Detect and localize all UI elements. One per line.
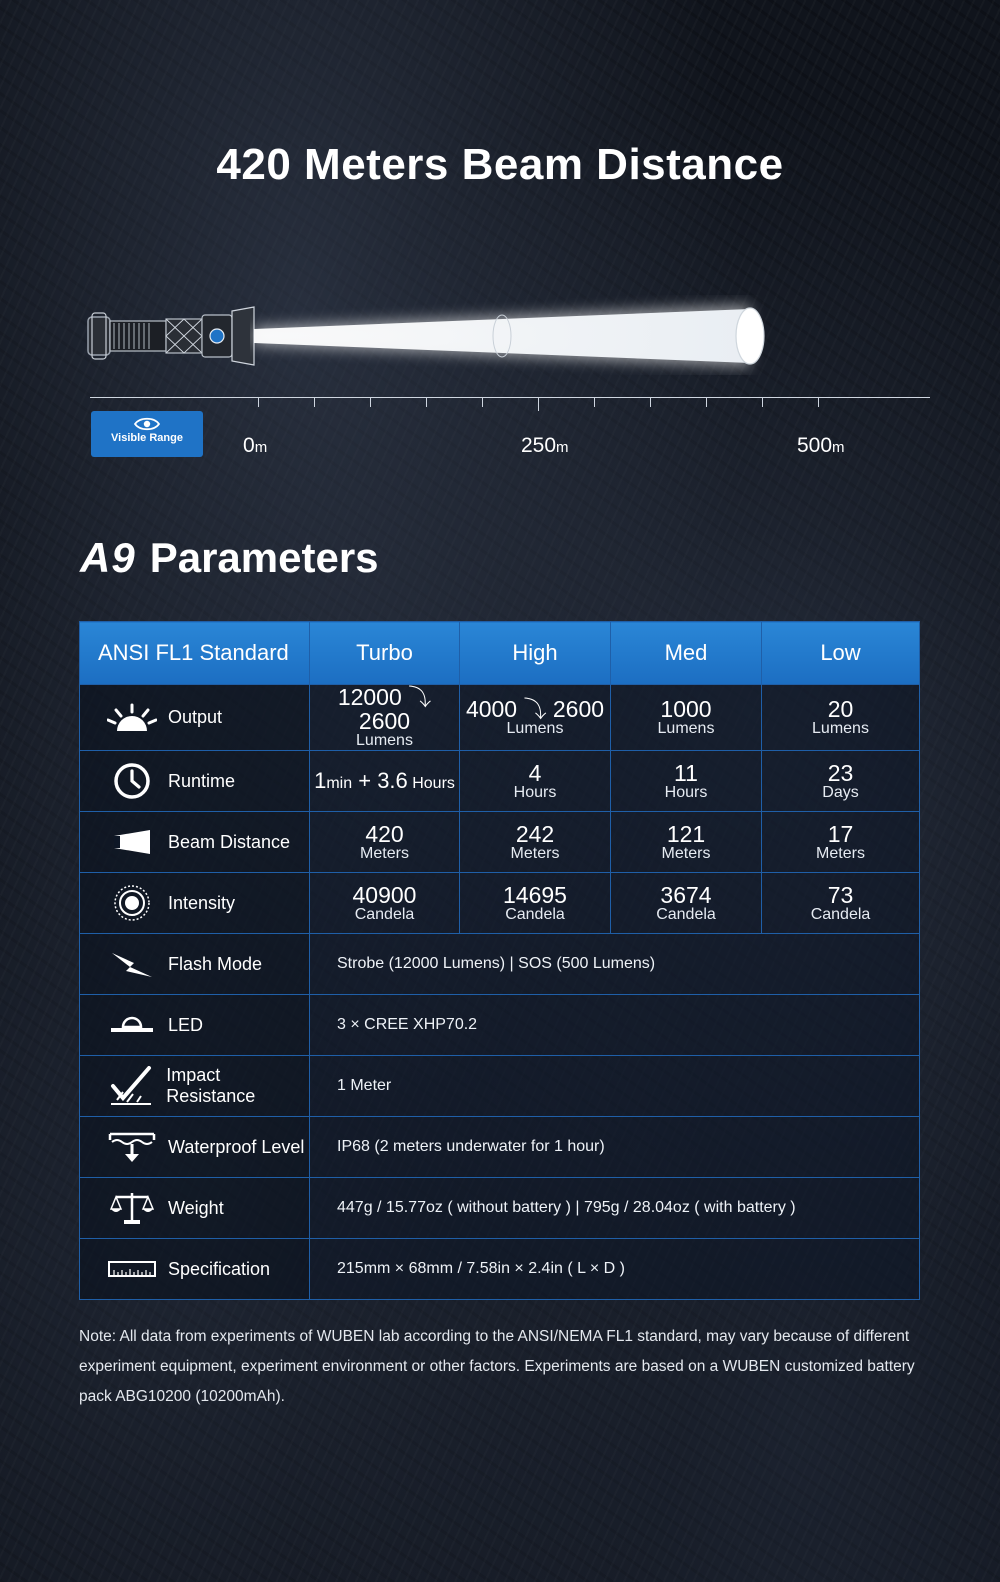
cell-unit: Lumens — [356, 732, 413, 750]
runtime-b: 3.6 — [377, 768, 408, 794]
row-label: LED — [168, 1014, 204, 1035]
cell-value: 420 — [365, 820, 404, 847]
light-beam — [250, 295, 780, 375]
table-row-runtime — [80, 751, 920, 812]
ruler-tick — [426, 397, 427, 407]
cell-low — [762, 812, 920, 873]
flash-icon — [107, 949, 157, 979]
row-label: Output — [168, 707, 223, 728]
table-row-waterproof-level — [80, 1117, 920, 1178]
cell-value: 23 — [827, 759, 854, 786]
header-standard: ANSI FL1 Standard — [80, 622, 310, 685]
row-label: Beam Distance — [168, 831, 291, 852]
impact-value: 1 Meter — [310, 1056, 920, 1117]
impact-icon — [107, 1066, 155, 1106]
distance-ruler — [90, 397, 930, 411]
cell-value: 242 — [515, 820, 555, 847]
cell-unit: Candela — [354, 905, 415, 923]
row-label-cell — [80, 812, 310, 873]
ruler-tick — [706, 397, 707, 407]
row-label: Intensity — [168, 892, 236, 913]
runtime-plus: + — [352, 768, 378, 794]
cell-high — [460, 812, 611, 873]
cell-high — [460, 685, 611, 751]
cell-value: 40900 — [352, 881, 417, 908]
ruler-line — [90, 397, 930, 398]
flashlight-illustration — [86, 305, 258, 367]
row-label-cell — [80, 751, 310, 812]
table-row-beam-distance — [80, 812, 920, 873]
cell-value: 12000 ⤵ 2600 — [337, 684, 432, 735]
cell-value: 14695 — [503, 881, 567, 908]
header-high: High — [460, 622, 611, 685]
cell-value: 3674 — [660, 881, 712, 908]
row-label-cell — [80, 1056, 310, 1117]
weight-value: 447g / 15.77oz ( without battery ) | 795g / 28.04oz ( with battery ) — [310, 1178, 920, 1239]
eye-icon — [134, 417, 160, 431]
cell-unit: Candela — [810, 905, 871, 923]
row-label: Weight — [168, 1197, 224, 1218]
cell-turbo — [310, 812, 460, 873]
cell-unit: Candela — [505, 905, 565, 923]
led-icon — [107, 1015, 157, 1035]
cell-value: 121 — [666, 820, 706, 847]
specification-value: 215mm × 68mm / 7.58in × 2.4in ( L × D ) — [310, 1239, 920, 1300]
ruler-tick — [594, 397, 595, 407]
beam-icon — [107, 828, 157, 856]
cell-unit: Meters — [816, 844, 865, 862]
table-row-flash-mode — [80, 934, 920, 995]
section-title — [80, 534, 379, 582]
cell-med — [611, 685, 762, 751]
cell-value: 11 — [674, 759, 698, 786]
cell-low — [762, 873, 920, 934]
cell-turbo — [310, 873, 460, 934]
cell-med — [611, 751, 762, 812]
ruler-icon — [107, 1260, 157, 1278]
cell-med — [611, 873, 762, 934]
visible-range-label: Visible Range — [111, 432, 183, 444]
scale-unit: m — [556, 439, 569, 456]
cell-high — [460, 873, 611, 934]
cell-unit: Lumens — [657, 720, 715, 738]
cell-med — [611, 812, 762, 873]
table-row-impact-resistance — [80, 1056, 920, 1117]
table-row-specification — [80, 1239, 920, 1300]
row-label: Flash Mode — [168, 953, 263, 974]
scale-label-0 — [243, 434, 267, 458]
scale-value: 500 — [797, 434, 833, 457]
cell-unit: Candela — [656, 905, 716, 923]
sun-icon — [107, 703, 157, 733]
cell-value: 4000 ⤵ 2600 — [465, 696, 605, 723]
row-label: Impact Resistance — [166, 1065, 256, 1107]
cell-value: 73 — [827, 881, 854, 908]
runtime-a-unit: min — [326, 775, 353, 793]
intensity-icon — [107, 883, 157, 923]
table-header-row — [80, 622, 920, 685]
row-label-cell — [80, 1239, 310, 1300]
led-value: 3 × CREE XHP70.2 — [310, 995, 920, 1056]
scale-label-500 — [797, 434, 845, 458]
cell-unit: Days — [822, 783, 859, 801]
row-label: Specification — [168, 1258, 271, 1279]
ruler-tick — [650, 397, 651, 407]
cell-unit: Lumens — [812, 720, 869, 738]
runtime-b-unit: Hours — [407, 775, 455, 793]
scale-value: 0 — [243, 434, 255, 457]
ruler-tick — [258, 397, 259, 407]
flash-mode-value: Strobe (12000 Lumens) | SOS (500 Lumens) — [310, 934, 920, 995]
cell-unit: Lumens — [506, 720, 564, 738]
cell-turbo — [310, 685, 460, 751]
scale-unit: m — [254, 439, 268, 456]
visible-range-badge — [91, 411, 203, 457]
cell-low — [762, 751, 920, 812]
cell-turbo — [310, 751, 460, 812]
scale-unit: m — [832, 439, 845, 456]
scale-icon — [107, 1191, 157, 1225]
cell-unit: Meters — [360, 844, 409, 862]
ruler-tick — [482, 397, 483, 407]
scale-label-250 — [521, 434, 569, 458]
cell-unit: Meters — [661, 844, 711, 862]
footnote: Note: All data from experiments of WUBEN lab according to the ANSI/NEMA FL1 standard, may vary because of different experiment equipment, experiment environment or other factors. Experiments are based on a WUBEN customized battery pack ABG10200 (10200mAh). — [79, 1328, 915, 1405]
header-med: Med — [611, 622, 762, 685]
row-label-cell — [80, 934, 310, 995]
runtime-turbo-value — [310, 769, 459, 793]
ruler-tick — [538, 397, 539, 411]
cell-high — [460, 751, 611, 812]
header-low: Low — [762, 622, 920, 685]
cell-unit: Hours — [513, 783, 557, 801]
waterproof-icon — [107, 1130, 157, 1164]
cell-low — [762, 685, 920, 751]
ruler-tick — [762, 397, 763, 407]
model-name: A9 — [80, 534, 136, 581]
table-row-weight — [80, 1178, 920, 1239]
row-label: Waterproof Level — [168, 1136, 305, 1157]
row-label-cell — [80, 873, 310, 934]
cell-value: 17 — [827, 820, 854, 847]
waterproof-value: IP68 (2 meters underwater for 1 hour) — [310, 1117, 920, 1178]
row-label-cell — [80, 1117, 310, 1178]
row-label: Runtime — [168, 770, 236, 791]
ruler-tick — [370, 397, 371, 407]
cell-value: 1000 — [660, 696, 712, 723]
cell-unit: Hours — [664, 783, 708, 801]
ruler-tick — [818, 397, 819, 407]
section-title-text: Parameters — [149, 534, 379, 581]
row-label-cell — [80, 1178, 310, 1239]
ruler-tick — [314, 397, 315, 407]
cell-unit: Meters — [510, 844, 560, 862]
headline: 420 Meters Beam Distance — [216, 140, 784, 189]
table-row-intensity — [80, 873, 920, 934]
runtime-a: 1 — [314, 768, 327, 794]
table-row-output — [80, 685, 920, 751]
header-turbo: Turbo — [310, 622, 460, 685]
cell-value: 4 — [528, 759, 542, 786]
clock-icon — [107, 761, 157, 801]
cell-value: 20 — [827, 696, 854, 723]
table-row-led — [80, 995, 920, 1056]
row-label-cell — [80, 995, 310, 1056]
row-label-cell — [80, 685, 310, 751]
parameters-table — [79, 621, 920, 1300]
scale-value: 250 — [521, 434, 557, 457]
